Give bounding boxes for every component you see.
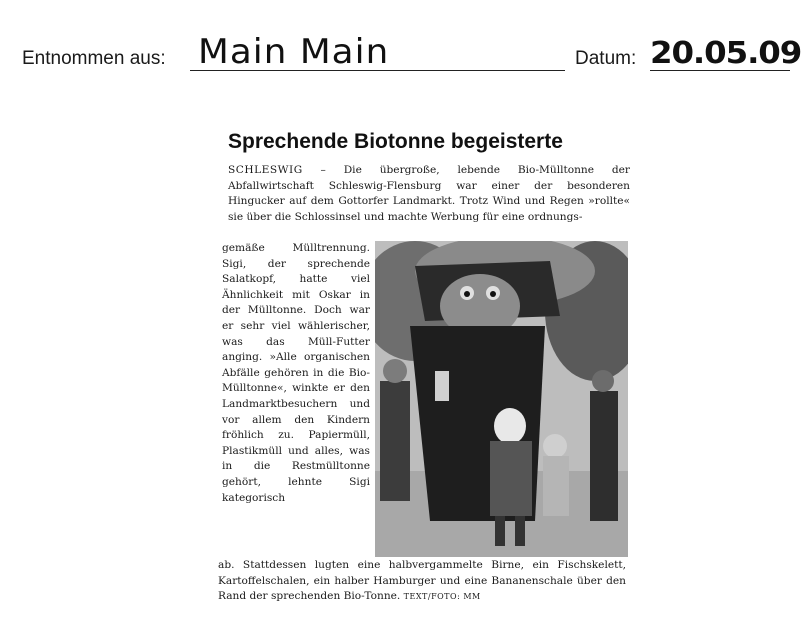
article-narrow-column: gemäße Mülltrennung. Sigi, der sprechende Salatkopf, hatte viel Ähnlichkeit mit Oskar in der Mülltonne. Doch war er sehr viel wählerischer, was das Müll-Futter anging. »Alle organischen Abfälle gehören in die Bio-Mülltonne«, winkte er den Landmarktbesuchern und vor allem den Kindern fröhlich zu. Papiermüll, Plastikmüll und alles, was in die Restmülltonne gehört, lehnte Sigi kategorisch [222,242,370,504]
date-handwritten-value: 20.05.09 [650,36,802,71]
article-continuation-paragraph [218,558,626,605]
date-underline [650,70,790,71]
article-credit: TEXT/FOTO: MM [403,592,481,602]
source-label: Entnommen aus: [22,48,166,69]
article-intro-text: – Die übergroße, lebende Bio-Mülltonne der Abfallwirtschaft Schleswig-Flensburg war einer der besonderen Hingucker auf dem Gottorfer Landmarkt. Trotz Wind und Regen »rollte« sie über die Schlossinsel und machte Werbung für eine ordnungs- [228,164,630,223]
article-headline: Sprechende Biotonne begeisterte [228,130,563,153]
photo-biotonne-costume [375,241,628,557]
source-handwritten-value: Main Main [198,32,390,72]
article-photo [375,241,628,557]
date-label: Datum: [575,48,637,69]
article-dateline: SCHLESWIG [228,164,303,176]
source-underline [190,70,565,71]
article-intro-paragraph [228,163,630,225]
article-continuation-text: ab. Stattdessen lugten eine halbvergammelte Birne, ein Fischskelett, Kartoffelschalen, ein halber Hamburger und eine Bananenschale über den Rand der sprechenden Bio-Tonne. [218,559,626,603]
